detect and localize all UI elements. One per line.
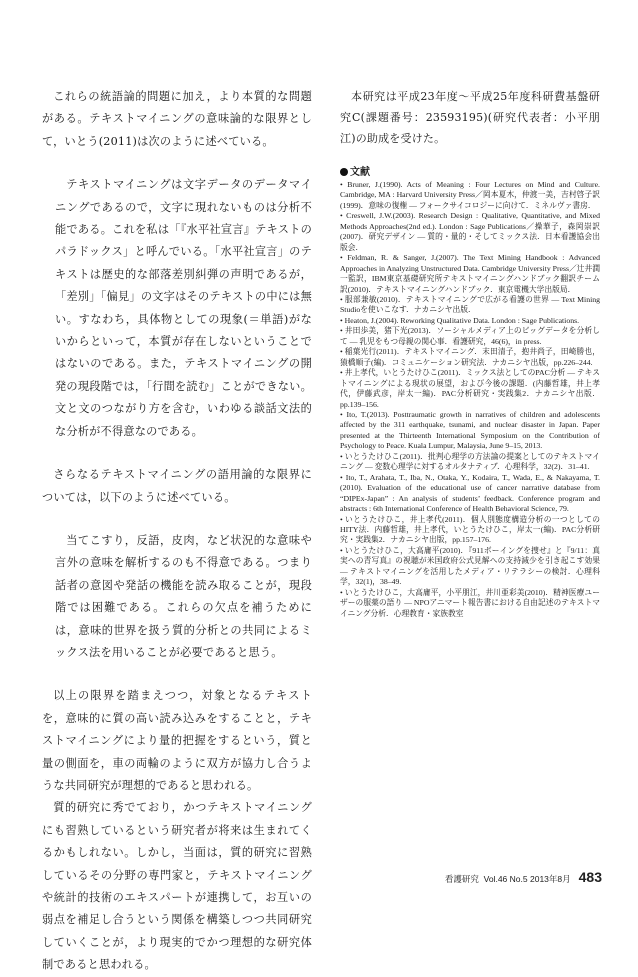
journal-date: 2013年8月 [530,874,571,884]
reference-item: • Feldman, R. & Sanger, J.(2007). The Text Mining Handbook : Advanced Approaches in Analyzing Unstructured Data. Cambridge University Press／辻井潤一監訳，IBM東京基礎研究所テキストマイニングハンドブック翻訳チーム訳(2010)．テキストマイニングハンドブック．東京電機大学出版局． [340,253,601,294]
block-quote: テキストマイニングは文字データのデータマイニングであるので，文字に現れないものは分析不能である。これを私は「『水平社宣言』テキストのパラドックス」と呼んでいる。「水平社宣言」のテキストは歴史的な部落差別糾弾の声明であるが，「差別」「偏見」の文字はそのテキストの中には無い。すなわち，具体物としての現象(＝単語)がないからといって，本質が存在しないということではないのである。また，テキストマイニングの開発の現段階では，「行間を読む」ことができない。文と文のつながり方を含む，いわゆる談話文法的な分析が不得意なのである。 [55,178,312,438]
left-column [42,86,312,977]
block-quote: 当てこすり，反語，皮肉，など状況的な意味や言外の意味を解析するのも不得意である。つまり話者の意図や発話の機能を読み取ることが，現段階では困難である。これらの欠点を補うためには，意味的世界を扱う質的分析との共同によるミックス法を用いることが必要であると思う。 [55,533,312,659]
reference-item: • 井田歩美，猪下光(2013)．ソーシャルメディア上のビッグデータを分析して ― 乳児をもつ母親の関心事．看護研究，46(6)，in press. [340,326,600,346]
paragraph: 以上の限界を踏まえつつ，対象となるテキストを，意味的に質の高い読み込みをすることと，テキストマイニングにより量的把握をするという，質と量の側面を，車の両輪のように双方が協力し合うような共同研究が理想的であると思われる。 [42,689,312,792]
reference-item: • Ito, T., Arahata, T., Iba, N., Otaka, Y., Kodaira, T., Wada, E., & Nakayama, T.(2010). Evaluation of the educational use of cancer narrative database from “DIPEx-Japan” : An analysis of students’ feedback. Conference program and abstracts : 6th International Conference of Health Behavioral Science, 79. [340,472,600,514]
reference-item: • Creswell, J.W.(2003). Research Design : Qualitative, Quantitative, and Mixed Methods Approaches(2nd ed.). London : Sage Publications／操華子，森岡崇訳(2007)．研究デザイン ― 質的・量的・そしてミックス法．日本看護協会出版会． [340,211,600,252]
reference-item: • いとうたけひこ，大高庸平(2010)．『911ボーイングを捜せ』と『9/11：真実への青写真』の視聴が米国政府公式見解への支持減少を引き起こす効果 ― テキストマイニングを活用したメディア・リテラシーの検討．心理科学，32(1)，38–49. [340,545,600,587]
page-number: 483 [578,869,602,885]
references-heading: 文献 [340,163,600,178]
reference-item: • いとうたけひこ(2011)．批判心理学の方法論の提案としてのテキストマイニング ― 変数心理学に対するオルタナティブ．心理科学，32(2)．31–41. [340,451,600,472]
journal-issue: No.5 [509,874,528,884]
reference-item: • 井上孝代，いとうたけひこ(2011)．ミックス法としてのPAC分析 ― テキストマイニングによる現状の展望，および今後の課題．(内藤哲雄，井上孝代，伊藤武彦，岸太一編)．PAC分析研究・実践集2．ナカニシヤ出版．pp.139–156. [340,368,600,409]
page-footer [392,869,602,885]
reference-item: • 稲葉光行(2011)．テキストマイニング．末田清子，抱井尚子，田崎勝也，猿橋順子(編)．コミュニケーション研究法．ナカニシヤ出版，pp.226–244. [340,347,600,367]
reference-item: • いとうたけひこ，大高庸平，小平朋江，井川亜彩美(2010)．精神医療ユーザーの服薬の語り ― NPOアニマート報告書における自由記述のテキストマイニング分析．心理教育・家族教室 [340,587,600,618]
reference-item: • Heaton, J.(2004). Reworking Qualitative Data. London : Sage Publications. [340,315,580,325]
reference-item: • Bruner, J.(1990). Acts of Meaning : Four Lectures on Mind and Culture. Cambridge, MA : Harvard University Press／岡本夏木，仲渡一美，吉村啓子訳(1999)．意味の復権 ― フォークサイコロジーに向けて．ミネルヴァ書房． [340,180,600,210]
paragraph: さらなるテキストマイニングの語用論的な限界については，以下のように述べている。 [42,468,312,504]
right-column [340,86,600,619]
reference-item: • 服部兼敏(2010)．テキストマイニングで広がる看護の世界 ― Text Mining Studioを使いこなす．ナカニシヤ出版． [340,294,600,315]
reference-list [340,180,600,619]
bullet-icon [340,168,348,176]
journal-volume: Vol.46 [483,874,508,884]
paragraph: 質的研究に秀でており，かつテキストマイニングにも習熟しているという研究者が将来は生まれてくるかもしれない。しかし，当面は，質的研究に習熟しているその分野の専門家と，テキストマイニングや統計的技術のエキスパートが連携して，お互いの弱点を補足し合うという関係を構築しつつ共同研究していくことが，より現実的でかつ理想的な研究体制であると思われる。 [42,801,312,972]
reference-item: • Ito, T.(2013). Posttraumatic growth in narratives of children and adolescents affected by the 311 earthquake, tsunami, and nuclear disaster in Japan. Paper presented at the Thirteenth International Symposium on the Contribution of Psychology to Peace. Kuala Lumpur, Malaysia, June 9–15, 2013. [340,409,600,451]
reference-item: • いとうたけひこ，井上孝代(2011)．個人別態度構造分析の一つとしてのHITY法．内藤哲雄，井上孝代，いとうたけひこ，岸太一(編)．PAC分析研究・実践集2．ナカニシヤ出版，pp.157–176. [340,514,600,545]
acknowledgement: 本研究は平成23年度～平成25年度科研費基盤研究C(課題番号：23593195)(研究代表者：小平朋江)の助成を受けた。 [340,90,600,145]
journal-name: 看護研究 [444,874,479,884]
paragraph: これらの統語論的問題に加え，より本質的な問題がある。テキストマイニングの意味論的な限界として，いとう(2011)は次のように述べている。 [42,90,312,148]
